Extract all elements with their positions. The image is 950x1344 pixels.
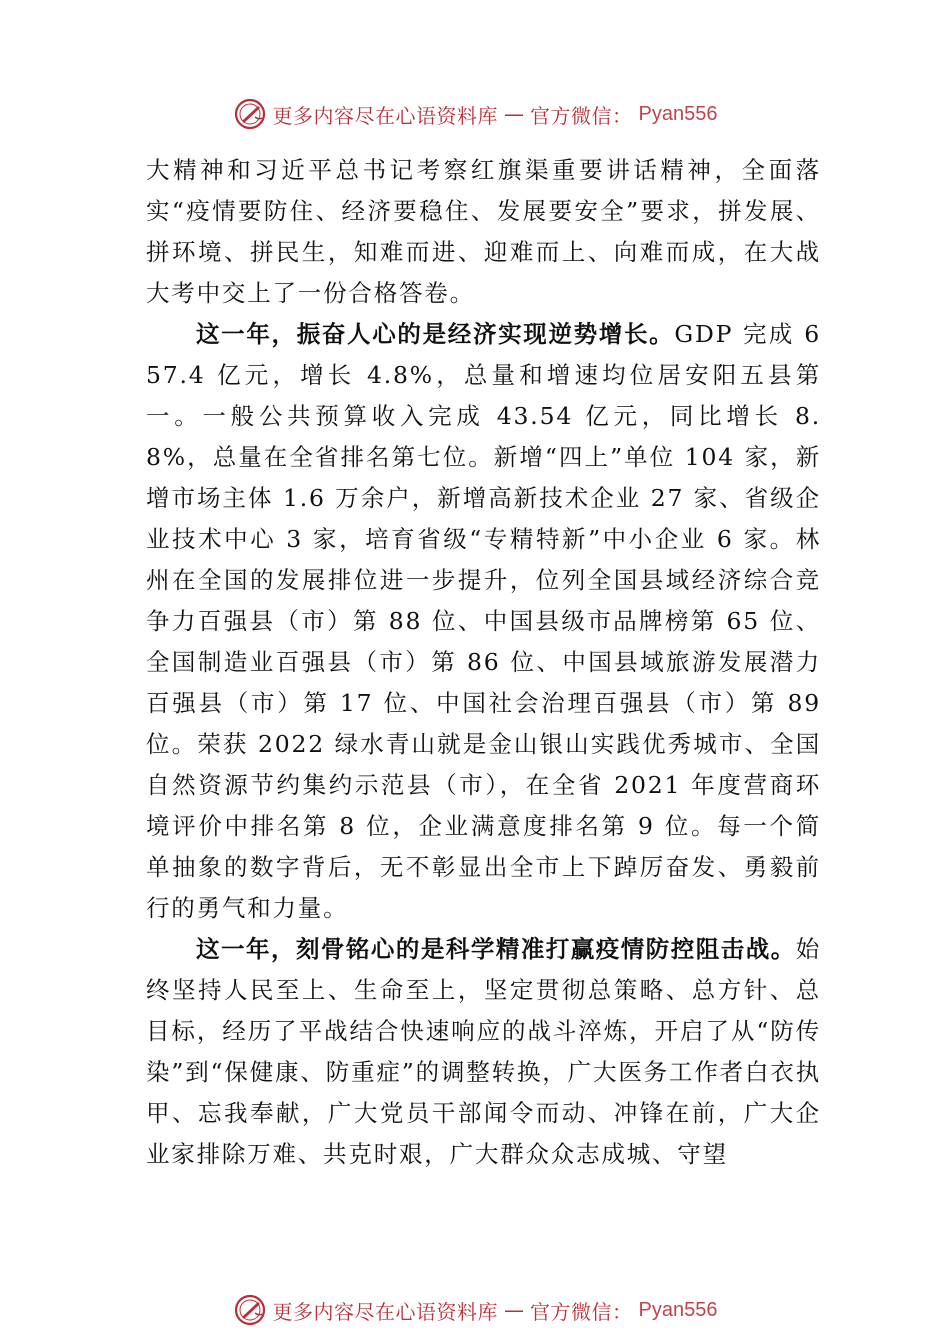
watermark-wechat-id: Pyan556 bbox=[638, 102, 718, 125]
watermark-wechat-label: 官方微信： bbox=[530, 103, 633, 128]
footer-watermark bbox=[0, 1290, 950, 1330]
paragraph-economy bbox=[146, 314, 821, 929]
seal-logo-icon bbox=[233, 1293, 267, 1327]
seal-logo-icon bbox=[233, 97, 267, 131]
paragraph-lead: 这一年，振奋人心的是经济实现逆势增长。 bbox=[196, 320, 675, 348]
watermark-site-name: 更多内容尽在心语资料库 bbox=[272, 103, 499, 128]
paragraph-epidemic bbox=[146, 929, 821, 1175]
paragraph-text: 始终坚持人民至上、生命至上，坚定贯彻总策略、总方针、总目标，经历了平战结合快速响应的战斗淬炼，开启了从“防传染”到“保健康、防重症”的调整转换，广大医务工作者白衣执甲、忘我奉献，广大党员干部闻令而动、冲锋在前，广大企业家排除万难、共克时艰，广大群众众志成城、守望 bbox=[146, 935, 821, 1168]
paragraph-continuation bbox=[146, 150, 821, 314]
header-watermark bbox=[0, 94, 950, 134]
watermark-site-name: 更多内容尽在心语资料库 bbox=[272, 1299, 499, 1324]
watermark-separator: — bbox=[504, 1298, 525, 1322]
watermark-wechat-label: 官方微信： bbox=[530, 1299, 633, 1324]
document-body bbox=[146, 150, 821, 1175]
paragraph-lead: 这一年，刻骨铭心的是科学精准打赢疫情防控阻击战。 bbox=[196, 935, 796, 963]
watermark-separator: — bbox=[504, 102, 525, 126]
paragraph-text: GDP 完成 657.4 亿元，增长 4.8%，总量和增速均位居安阳五县第一。一般公共预算收入完成 43.54 亿元，同比增长 8.8%，总量在全省排名第七位。新增“四上”单位 104 家，新增市场主体 1.6 万余户，新增高新技术企业 27 家、省级企业技术中心 3 家，培育省级“专精特新”中小企业 6 家。林州在全国的发展排位进一步提升，位列全国县域经济综合竞争力百强县（市）第 88 位、中国县级市品牌榜第 65 位、全国制造业百强县（市）第 86 位、中国县域旅游发展潜力百强县（市）第 17 位、中国社会治理百强县（市）第 89 位。荣获 2022 绿水青山就是金山银山实践优秀城市、全国自然资源节约集约示范县（市），在全省 2021 年度营商环境评价中排名第 8 位，企业满意度排名第 9 位。每一个简单抽象的数字背后，无不彰显出全市上下踔厉奋发、勇毅前行的勇气和力量。 bbox=[146, 320, 821, 922]
paragraph-text: 大精神和习近平总书记考察红旗渠重要讲话精神，全面落实“疫情要防住、经济要稳住、发展要安全”要求，拼发展、拼环境、拼民生，知难而进、迎难而上、向难而成，在大战大考中交上了一份合格答卷。 bbox=[146, 156, 821, 307]
watermark-wechat-id: Pyan556 bbox=[638, 1298, 718, 1321]
